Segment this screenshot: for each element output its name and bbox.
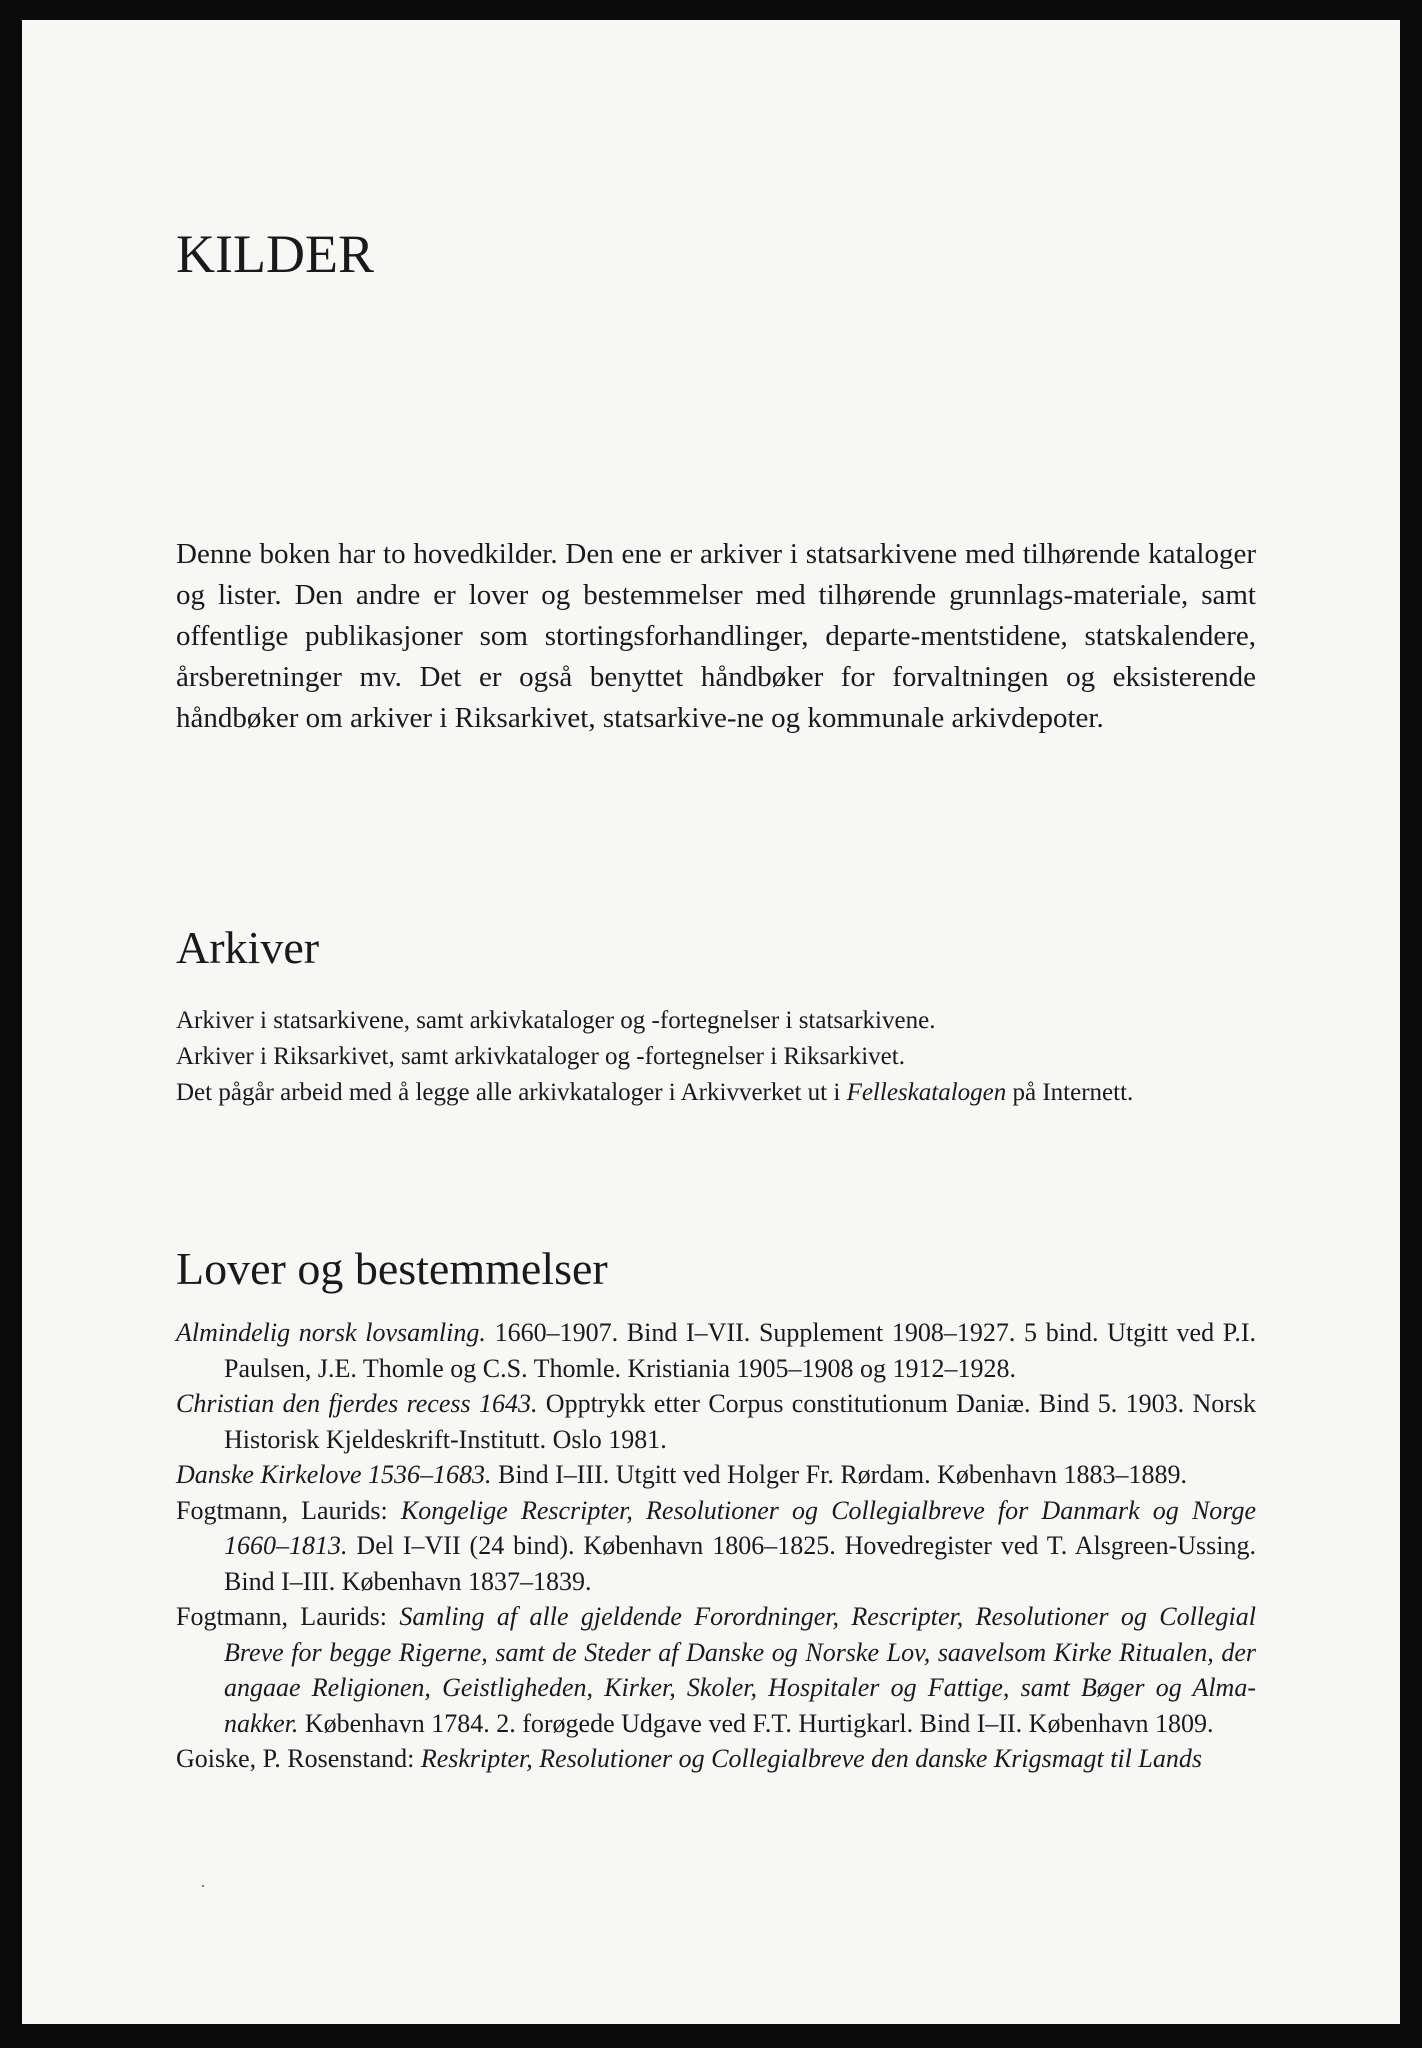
ref-details: København 1784. 2. forøgede Udgave ved F.T. Hurtigkarl. Bind I–II. København 1809. — [298, 1708, 1214, 1738]
reference-list — [176, 1315, 1256, 1777]
reference-entry — [176, 1315, 1256, 1386]
reference-entry — [176, 1386, 1256, 1457]
section-heading-arkiver: Arkiver — [176, 922, 320, 973]
arkiver-list — [176, 1003, 1276, 1111]
document-page — [22, 20, 1400, 2024]
intro-paragraph: Denne boken har to hovedkilder. Den ene er arkiver i statsarkivene med tilhørende kataloger og lister. Den andre er lover og bestemmelser med tilhørende grunnlags-materiale, samt offentlige publikasjoner som stortingsforhandlinger, departe-mentstidene, statskalendere, årsberetninger mv. Det er også benyttet håndbøker for forvaltningen og eksisterende håndbøker om arkiver i Riksarkivet, statsarkive-ne og kommunale arkivdepoter. — [176, 538, 1256, 734]
page-title: KILDER — [176, 224, 374, 284]
ref-author: Goiske, P. Rosenstand: — [176, 1744, 421, 1773]
ref-title: Almindelig norsk lovsamling. — [176, 1318, 486, 1347]
ref-author: Fogtmann, Laurids: — [176, 1495, 401, 1525]
ref-title: Danske Kirkelove 1536–1683. — [176, 1460, 492, 1489]
arkiver-line3-suffix: på Internett. — [1006, 1079, 1134, 1106]
reference-entry — [176, 1741, 1256, 1777]
ref-title: Christian den fjerdes recess 1643. — [176, 1389, 538, 1418]
ref-title: Reskripter, Resolutioner og Collegialbreve den danske Krigsmagt til Lands — [420, 1744, 1202, 1773]
arkiver-line: Arkiver i statsarkivene, samt arkivkataloger og -fortegnelser i statsarkivene. — [176, 1007, 936, 1034]
ref-details: Del I–VII (24 bind). København 1806–1825. Hovedregister ved T. Alsgreen-Ussing. Bind I–III. København 1837–1839. — [224, 1531, 1256, 1596]
reference-entry — [176, 1599, 1256, 1741]
ref-details: Bind I–III. Utgitt ved Holger Fr. Rørdam. København 1883–1889. — [491, 1460, 1187, 1489]
ref-details: Opptrykk etter Corpus constitutionum Daniæ. Bind 5. 1903. Norsk Historisk Kjeldeskrift-Institutt. Oslo 1981. — [224, 1389, 1256, 1454]
felleskatalogen-title: Felleskatalogen — [846, 1079, 1007, 1106]
reference-entry — [176, 1493, 1256, 1600]
ref-title: Samling af alle gjeldende Forordninger, Rescripter, Resolutioner og Collegial Breve for begge Rigerne, samt de Steder af Danske og Norske Lov, saavelsom Kirke Ritualen, der angaae Religionen, Geistligheden, Kirker, Skoler, Hospitaler og Fattige, samt Bøger og Alma-nakker. — [224, 1602, 1256, 1738]
ref-author: Fogtmann, Laurids: — [176, 1602, 400, 1631]
speck — [202, 1885, 204, 1887]
arkiver-line3-prefix: Det pågår arbeid med å legge alle arkivkataloger i Arkivverket ut i — [176, 1079, 847, 1106]
section-heading-lover: Lover og bestemmelser — [176, 1243, 608, 1294]
arkiver-line: Arkiver i Riksarkivet, samt arkivkataloger og -fortegnelser i Riksarkivet. — [176, 1043, 905, 1070]
ref-details: 1660–1907. Bind I–VII. Supplement 1908–1927. 5 bind. Utgitt ved P.I. Paulsen, J.E. Thomle og C.S. Thomle. Kristiania 1905–1908 og 1912–1928. — [224, 1318, 1257, 1383]
reference-entry — [176, 1457, 1256, 1493]
arkiver-line — [176, 1075, 1276, 1111]
ref-title: Kongelige Rescripter, Resolutioner og Collegialbreve for Danmark og Norge 1660–1813. — [224, 1495, 1256, 1560]
